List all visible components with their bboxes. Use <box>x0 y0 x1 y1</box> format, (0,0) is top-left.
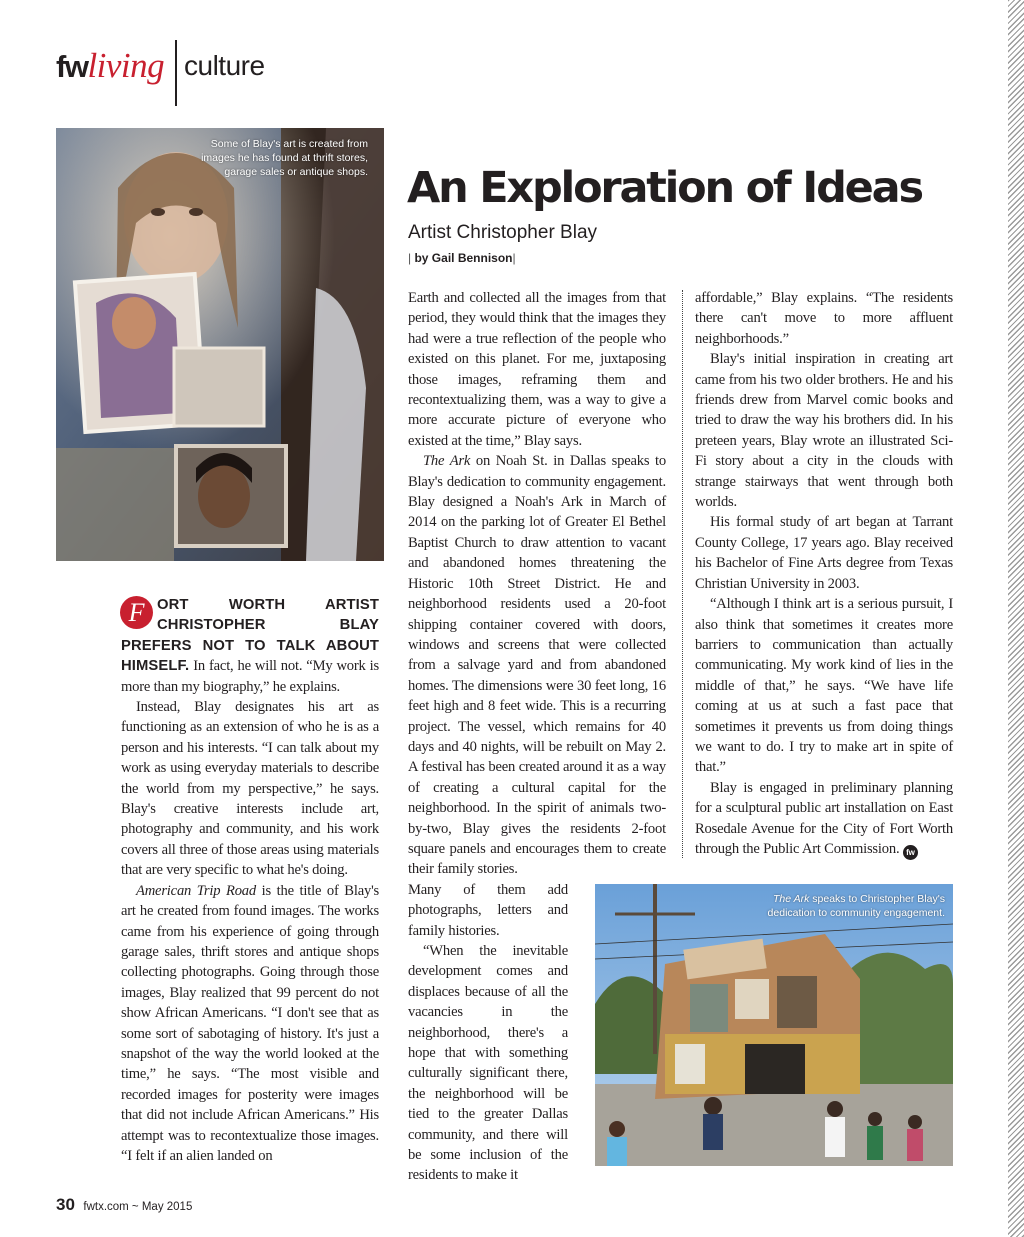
artwork-title: American Trip Road <box>136 882 256 899</box>
body-text: is the title of Blay's art he created from found images. The works came from his experience of going through garage sales, thrift stores and antique shops collecting photographs. Going through those images, Blay realized that 99 percent do not show African Americans. “I don't see that as some sort of sabotaging of history. It's just a snapshot of the way the world looked at the time,” he says. “The most visible and recorded images for posterity were images that did not include African Americans.” His attempt was to recontextualize those images. “I felt if an alien landed on <box>121 882 379 1164</box>
drop-cap: F <box>120 596 153 629</box>
ark-photo <box>595 884 953 1166</box>
body-paragraph <box>408 451 666 880</box>
body-paragraph: His formal study of art began at Tarrant County College, 17 years ago. Blay received his Bachelor of Fine Arts degree from Texas Christian University in 2003. <box>695 514 953 592</box>
article-byline <box>408 251 516 265</box>
end-mark-icon: fw <box>903 845 918 860</box>
body-text: on Noah St. in Dallas speaks to Blay's dedication to community engagement. Blay designed a Noah's Ark in March of 2014 on the parking lot of Greater El Bethel Baptist Church to draw attention to vacant and abandoned homes threatening the Historic 10th Street District. He and neighborhood residents used a 20-foot shipping container covered with doors, windows and screens that were collected from a salvage yard and from abandoned homes. The dimensions were 30 feet long, 16 feet high and 8 feet wide. This is a recurring project. The vessel, which remains for 40 days and 40 nights, will be rebuilt on May 2. A festival has been created around it as a way of creating a cultural capital for the neighborhood. In the spirit of animals two-by-two, Blay gives the residents 2-foot square panels and encourages them to create their family stories. <box>408 453 666 878</box>
body-paragraph: Blay's initial inspiration in creating art came from his two older brothers. He and his friends drew from Marvel comic books and tried to draw the way his brothers did. In his preteen years, Blay wrote an illustrated Sci-Fi story about a city in the clouds with strange stairways that went through both worlds. <box>695 351 953 511</box>
ark-photo-illustration <box>595 884 953 1166</box>
ark-caption-text: speaks to Christopher Blay's dedication to community engagement. <box>767 893 945 919</box>
byline-bar-left: | <box>408 251 412 265</box>
lede-paragraph <box>121 595 379 697</box>
body-paragraph <box>695 778 953 860</box>
body-paragraph: Earth and collected all the images from that period, they would think that the images they had were a true reflection of the people who existed on this planet. For me, juxtaposing those images, reframing them and recontextualizing them, was a way to give a more accurate picture of everyone who existed at the time,” Blay says. <box>408 290 666 449</box>
brand-living: living <box>87 46 165 85</box>
folio-text: fwtx.com ~ May 2015 <box>83 1201 193 1213</box>
ark-photo-caption <box>765 892 945 920</box>
article-subhead: Artist Christopher Blay <box>408 222 598 243</box>
body-paragraph-continued: Many of them add photographs, letters and family histories. <box>408 881 568 939</box>
byline-author: by Gail Bennison <box>414 251 513 265</box>
page-edge-stripe <box>1008 0 1024 1237</box>
brand-logo <box>56 46 164 86</box>
lede-text: ORT WORTH ARTIST CHRISTOPHER BLAY PREFERS NOT TO TALK ABOUT HIMSELF. <box>121 597 379 675</box>
article-column-1 <box>121 595 379 1166</box>
ark-caption-title: The Ark <box>772 893 810 905</box>
artwork-photo-illustration <box>56 128 384 561</box>
body-text: Blay is engaged in preliminary planning for a sculptural public art installation on East Rosedale Avenue for the City of Fort Worth through the Public Art Commission. <box>695 779 953 857</box>
page-folio <box>56 1195 192 1215</box>
body-paragraph: Instead, Blay designates his art as functioning as an extension of who he is as a person and his interests. “I can talk about my work as using everyday materials to describe the world from my perspective,” he says. Blay's creative interests include art, photography and community, and his work covers all three of those areas using materials that are very specific to what he's doing. <box>121 699 379 879</box>
page-number: 30 <box>56 1195 75 1214</box>
body-paragraph: “Although I think art is a serious pursuit, I also think that sometimes it creates more barriers to communication than actually communicating. My work kind of lies in the middle of that,” he says. “We have life coming at us at such a fast pace that sometimes it prevents us from doing things we want to do. I try to make art in spite of that.” <box>695 596 953 776</box>
section-name: culture <box>184 50 265 81</box>
brand-fw: fw <box>56 49 88 84</box>
article-column-3 <box>695 288 953 860</box>
lede-rest: In fact, he will not. “My work is more than my biography,” he explains. <box>121 658 379 695</box>
artwork-photo-caption: Some of Blay's art is created from images he has found at thrift stores, garage sales or antique shops. <box>201 138 368 178</box>
byline-bar-right: | <box>512 251 516 265</box>
body-paragraph: affordable,” Blay explains. “The residents there can't move to more affluent neighborhoods.” <box>695 290 953 347</box>
masthead-divider <box>175 40 177 106</box>
artwork-photo <box>56 128 384 561</box>
column-separator <box>682 290 683 858</box>
body-paragraph <box>121 881 379 1167</box>
body-paragraph: “When the inevitable development comes and displaces because of all the vacancies in the neighborhood, there's a hope that with something culturally significant there, the neighborhood will be tied to the greater Dallas community, and there will be some inclusion of the residents to make it <box>408 943 568 1184</box>
article-headline: An Exploration of Ideas <box>407 163 922 213</box>
artwork-title: The Ark <box>423 453 471 470</box>
